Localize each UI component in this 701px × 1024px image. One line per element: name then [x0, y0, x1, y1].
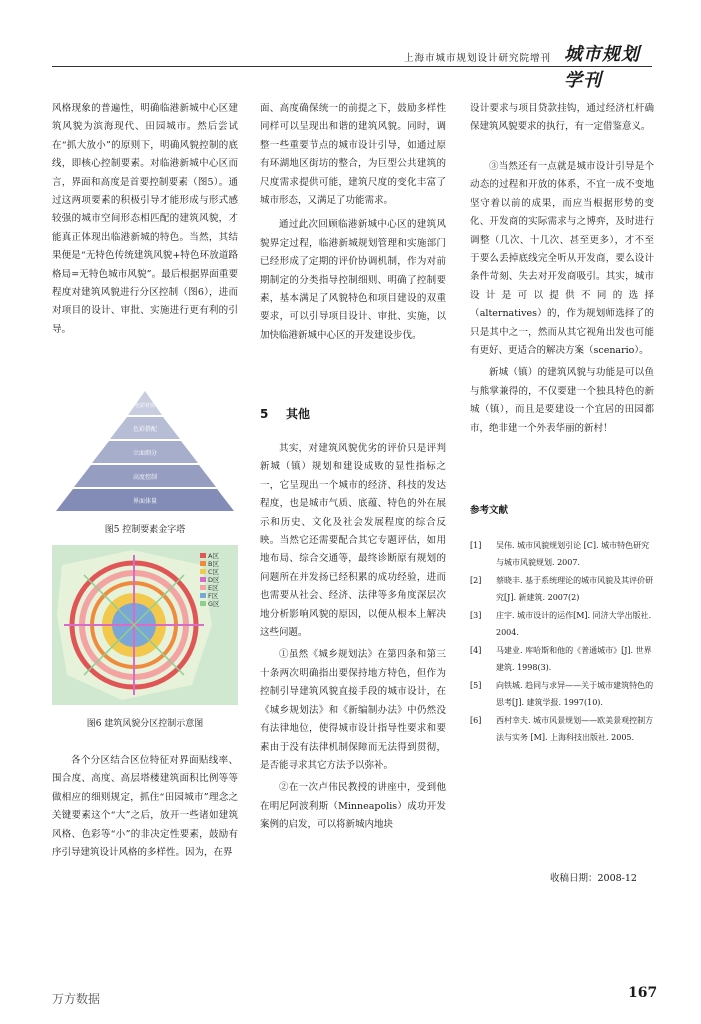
legend-swatch-g — [200, 601, 206, 606]
reference-number: [4] — [470, 646, 482, 655]
paragraph: ②在一次卢伟民教授的讲座中，受到他在明尼阿波利斯（Minneapolis）成功开发案例的启发，可以将新城内地块 — [260, 782, 446, 831]
column-1 — [52, 100, 238, 339]
paragraph: ①虽然《城乡规划法》在第四条和第三十条两次明确指出要保持地方特色，但作为控制引导建筑风貌直接手段的城市设计，在《城乡规划法》和《新编制办法》中仍然没有法律地位，使得城市设计指导性要求和要素由于没有法律机制保障而无法得到贯彻，是否能寻求其它方法予以弥补。 — [260, 649, 446, 771]
page-header — [52, 36, 652, 91]
references-title: 参考文献 — [470, 505, 509, 516]
paragraph: 各个分区结合区位特征对界面贴线率、围合度、高度、高层塔楼建筑面积比例等等做相应的细则规定，抓住“田园城市”理念之关键要素这个“大”之后，放开一些诸如建筑风格、色彩等“小”的非决定性要素，鼓励有序引导建筑设计风格的多样性。因为，在界 — [52, 755, 238, 859]
legend-swatch-c — [200, 569, 206, 574]
reference-number: [3] — [470, 611, 482, 620]
paragraph: ③当然还有一点就是城市设计引导是个动态的过程和开放的体系，不宜一成不变地坚守着以前的成果，而应当根据形势的变化、开发商的实际需求与之博弈，及时进行调整（几次、十几次、甚至更多），才不至于要么丢掉底线完全听从开发商，要么设计条件苛刻、失去对开发商吸引。其实，城市设计是可以提供不同的选择（alternatives）的，作为规划师选择了的只是其中之一，然而从其它视角出发也可能有更好、更适合的解决方案（scenario）。 — [470, 161, 654, 357]
legend-swatch-d — [200, 577, 206, 582]
reference-item — [470, 573, 654, 606]
paragraph: 其实，对建筑风貌优劣的评价只是评判新城（镇）规划和建设成败的显性指标之一，它呈现出一个城市的经济、科技的发达程度，也是城市气质、底蕴、特色的外在展示和历史、文化及社会发展程度的综合反映。当然它还需要配合其它专题评估，如用地布局、综合交通等，最终诊断原有规划的问题所在并发扬已经积累的成功经验，进而也需要从社会、经济、法律等多角度深层次地分析影响风貌的原因，以便从根本上解决这些问题。 — [260, 443, 446, 639]
column-2 — [260, 100, 446, 345]
references-list — [470, 538, 654, 748]
legend-swatch-a — [200, 553, 206, 558]
column-3-middle — [470, 158, 654, 438]
section-number: 5 — [260, 407, 269, 421]
reference-text: 向铁城. 趋同与求异——关于城市建筑特色的思考[J]. 建筑学报. 1997(10). — [496, 681, 654, 707]
reference-text: 庄宇. 城市设计的运作[M]. 同济大学出版社. 2004. — [496, 611, 652, 637]
received-date: 收稿日期：2008-12 — [550, 873, 637, 884]
reference-number: [5] — [470, 681, 482, 690]
legend-label-d: D区 — [208, 576, 220, 584]
figure-5-pyramid — [52, 387, 238, 512]
figure-6-caption: 图6 建筑风貌分区控制示意图 — [86, 719, 204, 729]
pyramid-label-1: 色彩材质 — [134, 403, 156, 409]
journal-brand: 城市规划学刊 — [564, 44, 640, 91]
reference-item — [470, 643, 654, 676]
legend-swatch-b — [200, 561, 206, 566]
paragraph: 风格现象的普遍性，明确临港新城中心区建筑风貌为滨海现代、田园城市。然后尝试在“抓大放小”的原则下，明确风貌控制的底线，即核心控制要素。对临港新城中心区而言，界面和高度是首要控制要素（图5）。通过这两项要素的积极引导才能形成与形式感较强的城市空间形态相匹配的建筑风貌，才能真正体现出临港新城的特色。当然，其结果便是“无特色传统建筑风貌+特色环放道路格局=无特色城市风貌”。最后根据界面重要程度对建筑风貌进行分区控制（图6），进而对项目的设计、审批、实施进行更有利的引导。 — [52, 103, 238, 335]
legend-label-b: B区 — [208, 560, 219, 568]
legend-label-c: C区 — [208, 568, 220, 576]
reference-number: [1] — [470, 541, 482, 550]
column-2-bottom — [260, 440, 446, 835]
reference-text: 蔡晓丰. 基于系统理论的城市风貌及其评价研究[J]. 新建筑. 2007(2) — [496, 576, 654, 602]
reference-text: 吴伟. 城市风貌规划引论 [C]. 城市特色研究与城市风貌规划. 2007. — [496, 541, 650, 567]
figure-6-zoning-map — [52, 545, 238, 705]
section-title: 其他 — [286, 407, 311, 421]
reference-item — [470, 538, 654, 571]
legend-swatch-f — [200, 593, 206, 598]
reference-item — [470, 678, 654, 711]
reference-item — [470, 608, 654, 641]
reference-item — [470, 713, 654, 746]
footer-watermark: 万方数据 — [52, 992, 101, 1006]
pyramid-label-5: 界面体量 — [132, 498, 158, 505]
column-1-bottom — [52, 752, 238, 862]
legend-label-f: F区 — [208, 592, 219, 600]
reference-number: [2] — [470, 576, 482, 585]
header-rule — [52, 66, 652, 67]
pyramid-label-3: 立面细分 — [132, 450, 158, 457]
legend-label-a: A区 — [208, 552, 219, 560]
legend-label-e: E区 — [208, 584, 219, 592]
pyramid-label-4: 高度控制 — [132, 474, 158, 481]
reference-text: 马建业. 库哈斯和他的《普通城市》[J]. 世界建筑. 1998(3). — [496, 646, 652, 672]
column-3 — [470, 100, 654, 137]
figure-5-caption: 图5 控制要素金字塔 — [104, 525, 186, 535]
paragraph: 设计要求与项目贷款挂钩，通过经济杠杆确保建筑风貌要求的执行，有一定借鉴意义。 — [470, 103, 654, 133]
paragraph: 新城（镇）的建筑风貌与功能是可以鱼与熊掌兼得的，不仅要建一个独具特色的新城（镇），而且是要建设一个宜居的田园都市，绝非建一个外表华丽的新村！ — [470, 367, 654, 434]
reference-number: [6] — [470, 716, 482, 725]
reference-text: 西村幸夫. 城市风景规划——欧美景观控制方法与实务 [M]. 上海科技出版社. 2005. — [496, 716, 654, 742]
pyramid-label-2: 色彩搭配 — [132, 426, 158, 433]
paragraph: 通过此次回顾临港新城中心区的建筑风貌界定过程，临港新城规划管理和实施部门已经形成了定期的评价协调机制，作为对前期制定的分类指导控制细则、明确了控制要素，基本满足了风貌特色和项目建设的双重要求，可以引导项目设计、审批、实施，以加快临港新城中心区的开发建设步伐。 — [260, 219, 446, 341]
legend-swatch-e — [200, 585, 206, 590]
paragraph: 面、高度确保统一的前提之下，鼓励多样性同样可以呈现出和谐的建筑风貌。同时，调整一些重要节点的城市设计引导，如通过原有环湖地区街坊的整合，为巨型公共建筑的尺度需求提供可能，建筑尺度的变化丰富了城市形态，又满足了功能需求。 — [260, 103, 446, 207]
page-number: 167 — [628, 985, 658, 1001]
section-heading — [260, 405, 310, 422]
journal-line: 上海市城市规划设计研究院增刊 — [404, 53, 552, 64]
legend-label-g: G区 — [208, 600, 220, 608]
